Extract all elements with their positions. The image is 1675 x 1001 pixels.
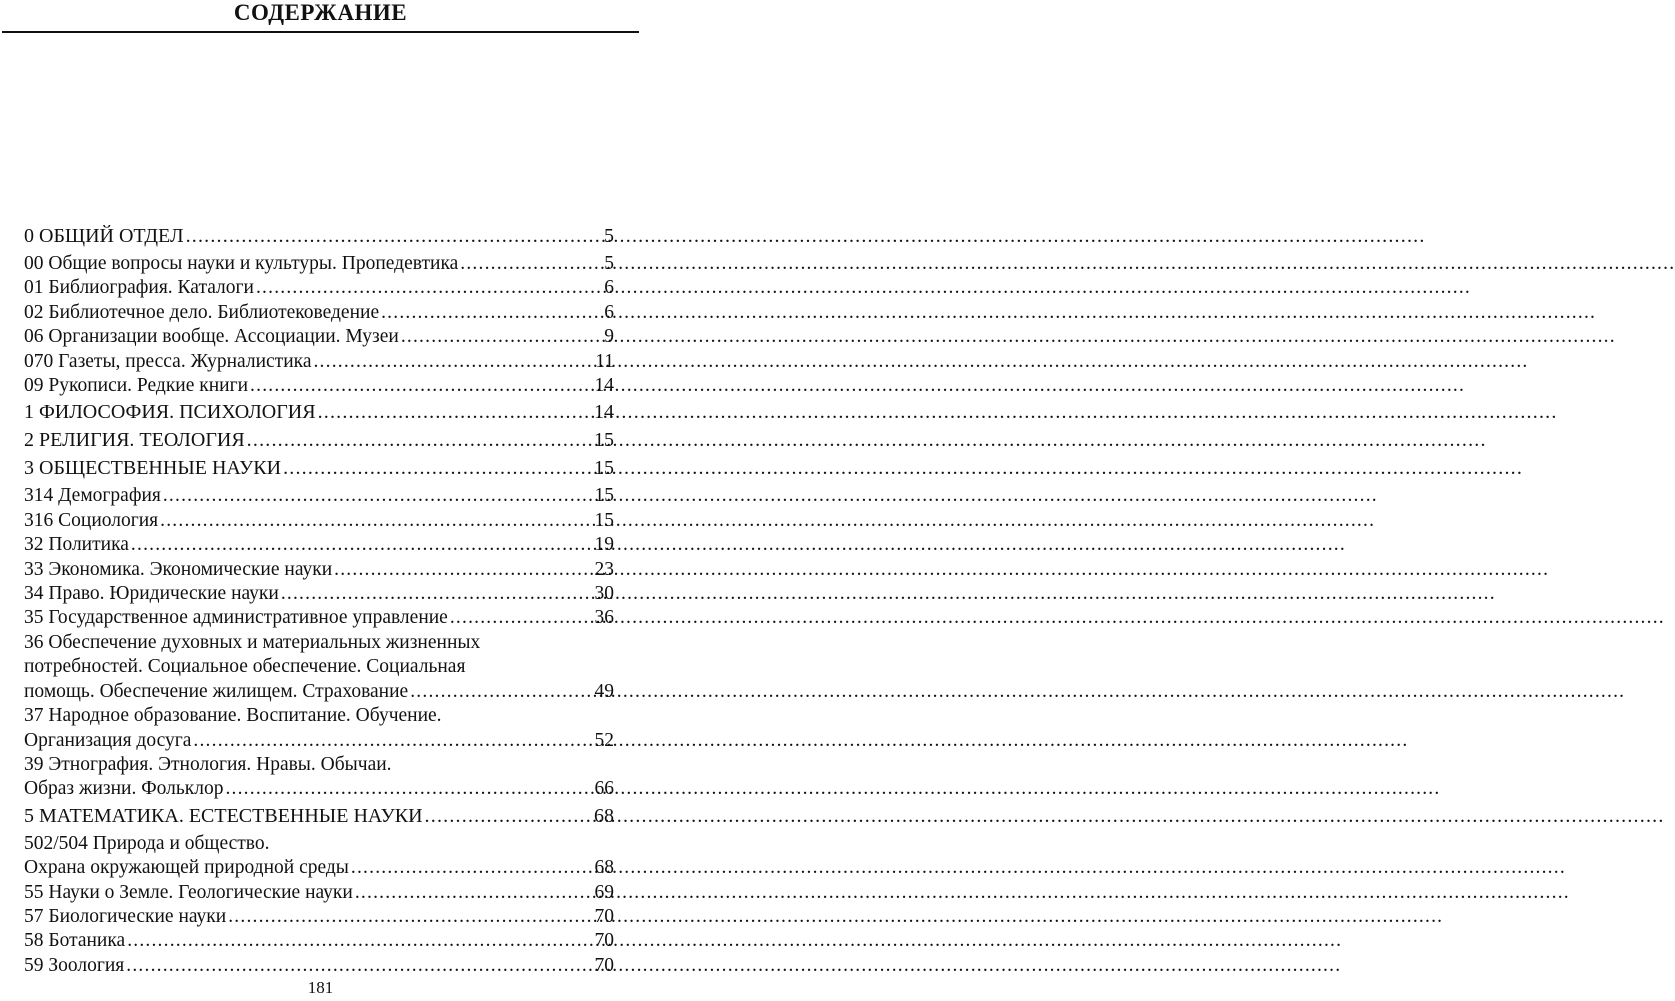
table-of-contents [24,224,614,978]
toc-entry-title: Организация досуга [24,729,192,751]
toc-entry-line [24,905,614,929]
toc-entry [24,881,614,905]
dot-leader [126,954,591,978]
toc-entry [24,582,614,606]
dot-leader [247,428,591,453]
toc-entry [24,905,614,929]
toc-entry-page: 14 [594,401,614,424]
dot-leader [381,301,601,325]
toc-entry-line [24,400,614,425]
toc-entry-line [24,456,614,481]
toc-entry [24,954,614,978]
toc-entry [24,606,614,630]
toc-entry-title: 01 Библиография. Каталоги [24,277,254,299]
toc-entry-page: 6 [604,277,614,299]
dot-leader [351,856,592,880]
toc-entry [24,484,614,508]
toc-entry-page: 15 [594,509,614,531]
toc-entry-line [24,954,614,978]
toc-entry-line [24,533,614,557]
toc-entry-page: 69 [594,881,614,903]
toc-entry-page: 6 [604,301,614,323]
toc-section-heading [24,224,614,249]
toc-entry [24,301,614,325]
toc-entry-line [24,224,614,249]
toc-entry-title: 0 ОБЩИЙ ОТДЕЛ [24,225,184,247]
dot-leader [460,252,601,276]
toc-entry-title: 33 Экономика. Экономические науки [24,558,333,580]
toc-entry-line [24,804,614,829]
toc-entry [24,276,614,300]
dot-leader [355,881,592,905]
toc-section-heading [24,400,614,425]
toc-entry-page: 15 [594,429,614,452]
toc-entry-line [24,777,614,801]
toc-entry-line [24,325,614,349]
dot-leader [256,276,601,300]
toc-entry [24,753,614,802]
toc-entry-title-line: 502/504 Природа и общество. [24,832,270,854]
toc-entry-page: 49 [594,680,614,702]
title-rule [2,31,639,33]
toc-entry-page: 15 [594,457,614,480]
toc-entry [24,558,614,582]
toc-entry-page: 15 [594,485,614,507]
toc-entry [24,252,614,276]
toc-entry-page: 9 [604,326,614,348]
toc-entry-line [24,484,614,508]
dot-leader [425,804,591,829]
toc-entry-page: 14 [594,375,614,397]
toc-section-heading [24,456,614,481]
toc-entry-title: 2 РЕЛИГИЯ. ТЕОЛОГИЯ [24,429,245,452]
toc-entry-title-line: 37 Народное образование. Воспитание. Обучение. [24,705,442,727]
toc-entry-title: Охрана окружающей природной среды [24,857,349,879]
toc-entry-line [24,350,614,374]
toc-entry-title: 09 Рукописи. Редкие книги [24,375,249,397]
toc-entry-title: помощь. Обеспечение жилищем. Страхование [24,680,409,702]
toc-entry-title: 32 Политика [24,534,129,556]
dot-leader [334,558,591,582]
toc-entry [24,704,614,753]
toc-entry-page: 52 [594,729,614,751]
dot-leader [225,777,591,801]
toc-entry-line [24,558,614,582]
toc-entry-page: 30 [594,583,614,605]
toc-entry-line [24,301,614,325]
toc-entry-page: 5 [604,225,614,247]
toc-entry-title: 1 ФИЛОСОФИЯ. ПСИХОЛОГИЯ [24,401,316,424]
toc-entry-line [24,276,614,300]
toc-entry-title: 3 ОБЩЕСТВЕННЫЕ НАУКИ [24,457,282,480]
toc-entry-title: 316 Социология [24,509,159,531]
toc-entry-line [24,680,614,704]
toc-entry-line [24,374,614,398]
toc-entry-title: 55 Науки о Земле. Геологические науки [24,881,353,903]
toc-section-heading [24,428,614,453]
dot-leader [450,606,592,630]
page-title: СОДЕРЖАНИЕ [233,0,408,25]
toc-entry-line [24,509,614,533]
dot-leader [127,929,591,953]
toc-entry-title-line: 39 Этнография. Этнология. Нравы. Обычаи. [24,753,392,775]
toc-section-heading [24,804,614,829]
toc-entry-title: 02 Библиотечное дело. Библиотековедение [24,301,380,323]
toc-entry-page: 70 [594,930,614,952]
toc-entry [24,374,614,398]
dot-leader [160,509,591,533]
dot-leader [318,400,591,425]
toc-entry [24,350,614,374]
toc-entry-title: 58 Ботаника [24,930,126,952]
toc-entry-title: 35 Государственное административное управление [24,607,448,629]
dot-leader [410,680,591,704]
dot-leader [186,224,601,249]
toc-entry-title: 34 Право. Юридические науки [24,583,279,605]
toc-entry-line [24,881,614,905]
dot-leader [401,325,601,349]
toc-entry-line [24,252,614,276]
toc-entry-title: 00 Общие вопросы науки и культуры. Пропедевтика [24,253,459,274]
toc-entry-title: 06 Организации вообще. Ассоциации. Музеи [24,326,399,348]
dot-leader [131,533,592,557]
toc-entry-line [24,929,614,953]
toc-entry-page: 19 [594,534,614,556]
dot-leader [281,582,592,606]
toc-entry [24,325,614,349]
dot-leader [313,350,592,374]
toc-entry-line [24,856,614,880]
toc-entry-line [24,428,614,453]
toc-entry-title: 070 Газеты, пресса. Журналистика [24,350,312,372]
dot-leader [228,905,591,929]
toc-entry-title: 57 Биологические науки [24,905,227,927]
toc-entry [24,929,614,953]
dot-leader [193,729,591,753]
toc-entry-title-line: потребностей. Социальное обеспечение. Социальная [24,656,466,678]
toc-entry-title: 59 Зоология [24,954,125,976]
toc-entry-page: 11 [595,350,614,372]
toc-entry-page: 68 [594,804,614,827]
dot-leader [250,374,591,398]
toc-entry-title: 5 МАТЕМАТИКА. ЕСТЕСТВЕННЫЕ НАУКИ [24,804,423,827]
toc-entry-title: 314 Демография [24,485,161,507]
toc-entry [24,509,614,533]
toc-entry-title-line: 36 Обеспечение духовных и материальных жизненных [24,631,481,653]
toc-entry-page: 66 [594,778,614,800]
toc-entry-page: 68 [594,857,614,879]
toc-entry [24,832,614,881]
dot-leader [283,456,591,481]
toc-entry [24,533,614,557]
toc-entry-title: Образ жизни. Фольклор [24,778,224,800]
page-number: 181 [307,978,334,997]
toc-entry-page: 70 [594,905,614,927]
toc-entry-page: 5 [604,253,614,274]
toc-entry-page: 70 [594,954,614,976]
toc-entry-line [24,606,614,630]
dot-leader [163,484,592,508]
toc-entry-line [24,582,614,606]
toc-entry-page: 23 [594,558,614,580]
toc-entry [24,631,614,704]
toc-entry-line [24,729,614,753]
toc-entry-page: 36 [594,607,614,629]
